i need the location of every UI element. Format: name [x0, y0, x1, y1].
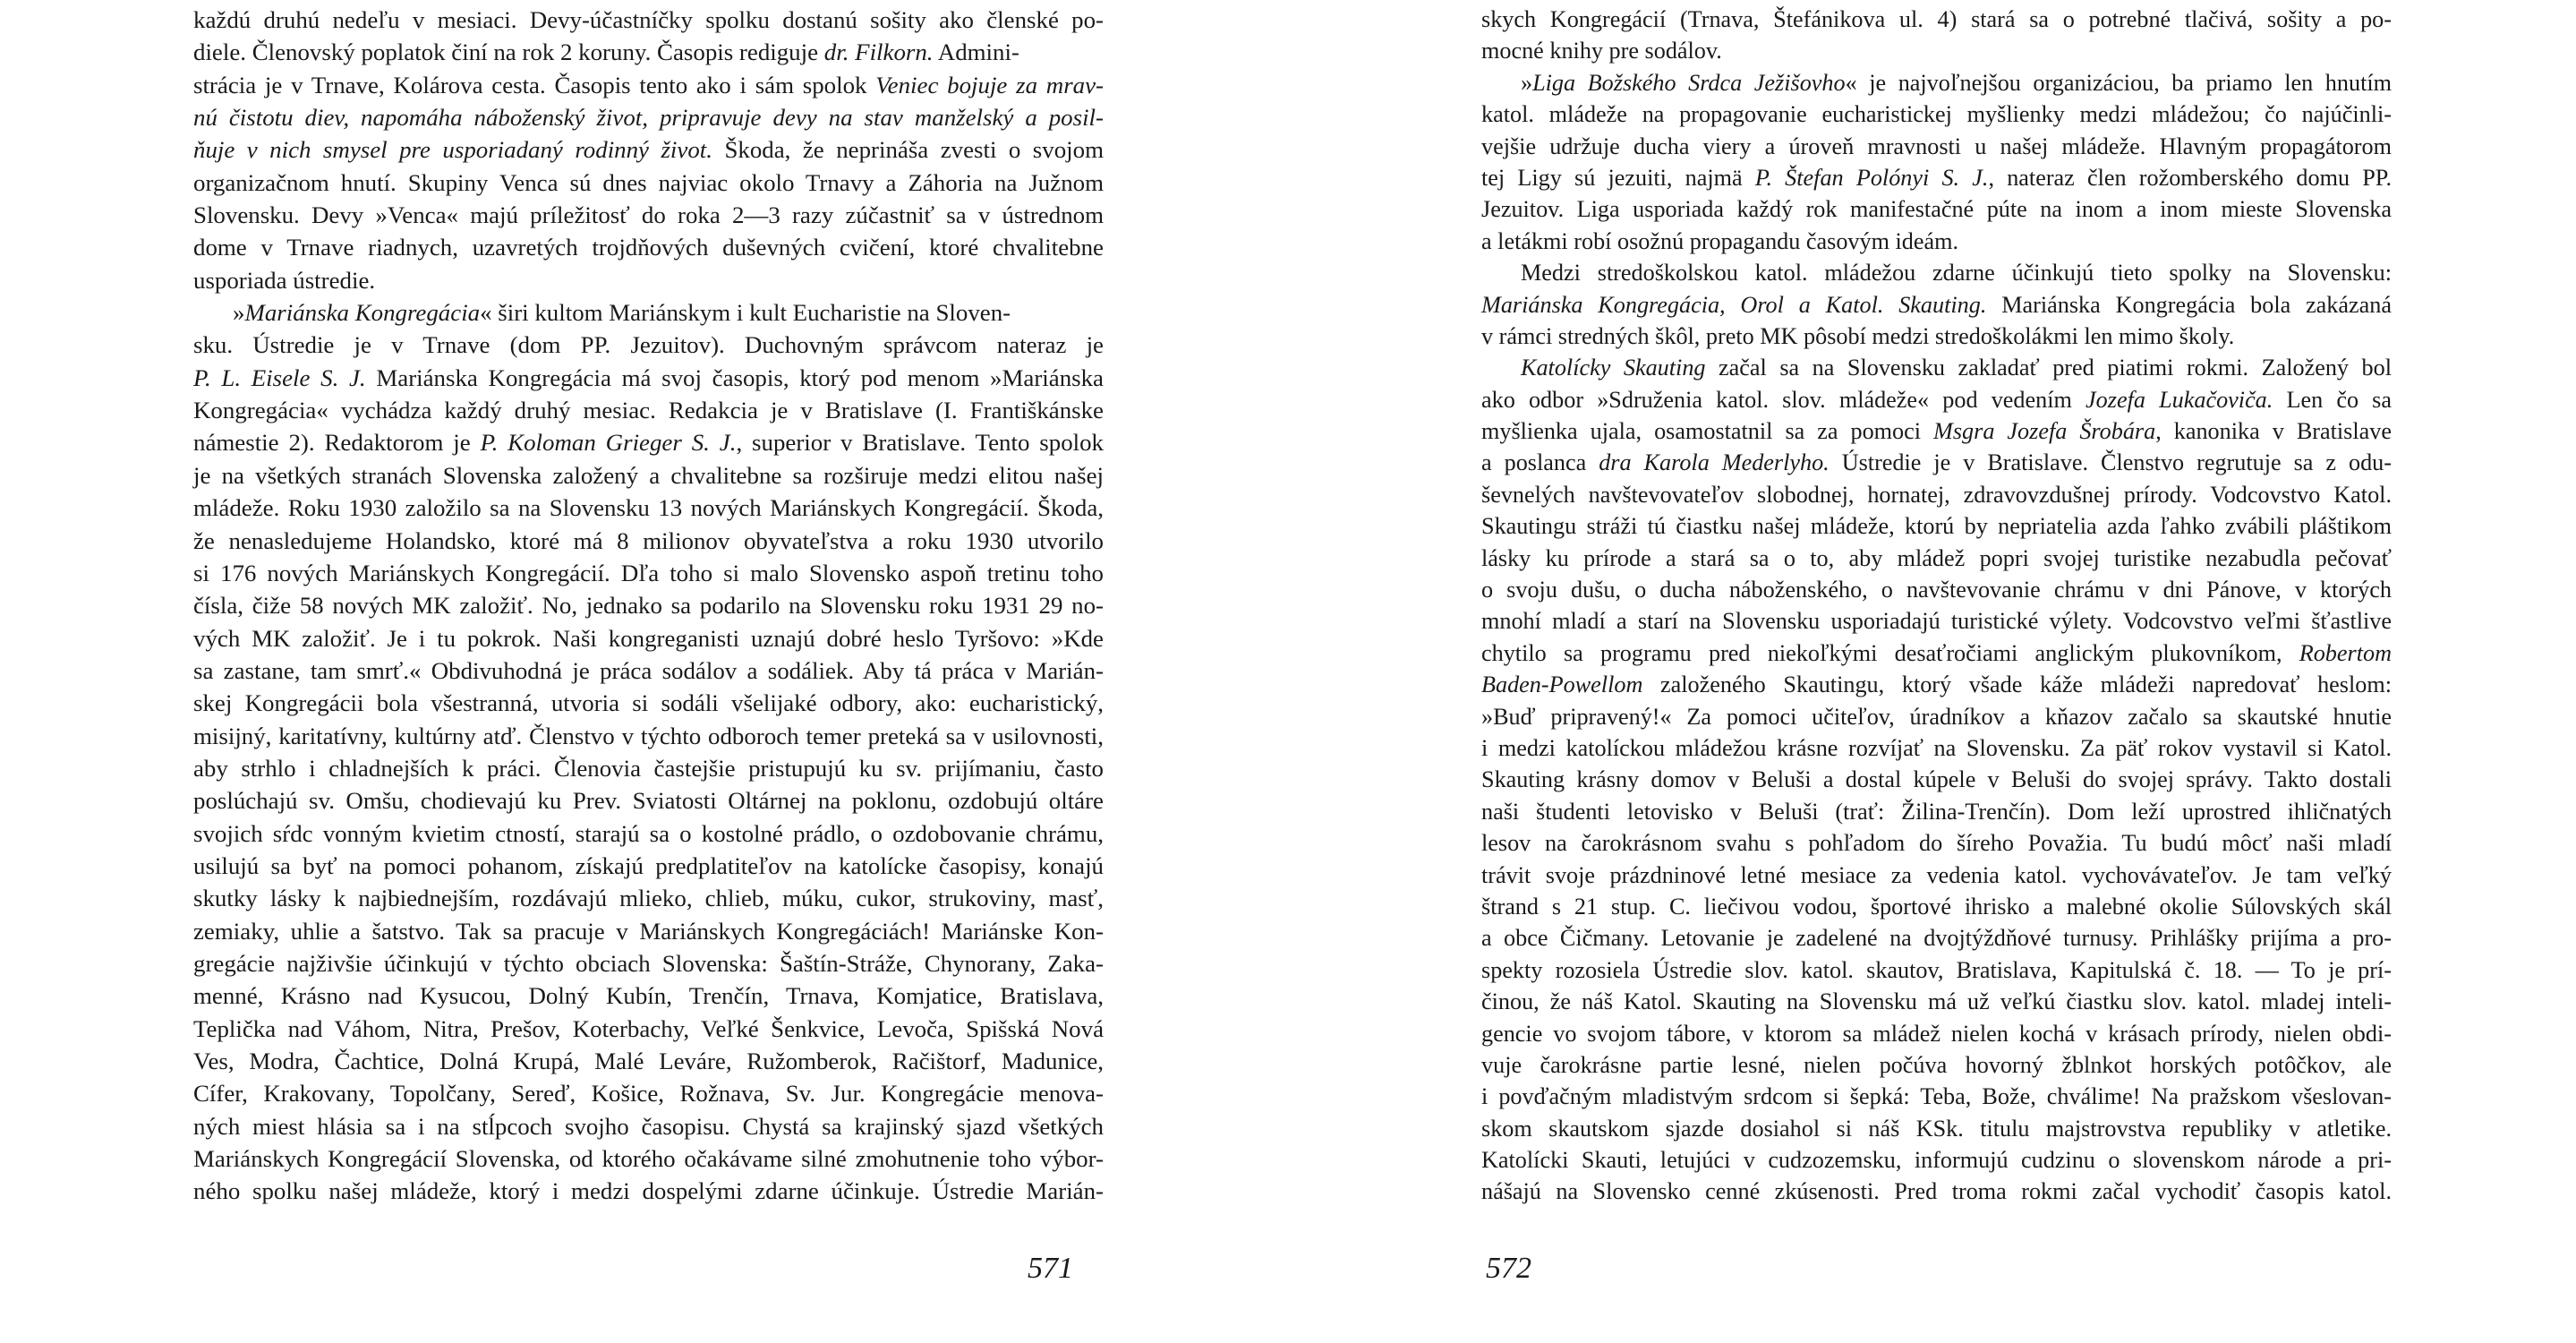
- left-page-text: [193, 4, 1104, 1208]
- text-line: [1481, 1049, 2392, 1081]
- text-line: [1481, 289, 2392, 321]
- body-text: čísla, čiže 58 nových MK založiť. No, jednako sa podarilo na Slovensku roku 1931 29 no-: [193, 592, 1104, 620]
- body-text: dome v Trnave riadnych, uzavretých trojdňových duševných cvičení, ktoré chvalitebne: [193, 234, 1104, 261]
- text-line: [1481, 257, 2392, 288]
- body-text: Admini-: [933, 38, 1019, 66]
- italic-text: Liga Božského Srdca Ježišovho: [1532, 69, 1846, 96]
- text-line: [193, 329, 1104, 361]
- body-text: i povďačným mladistvým srdcom si šepká: Teba, Bože, chválime! Na pražskom všeslovan-: [1481, 1083, 2392, 1110]
- text-line: [1481, 1144, 2392, 1176]
- text-line: [193, 4, 1104, 36]
- body-text: Medzi stredoškolskou katol. mládežou zdarne účinkujú tieto spolky na Slovensku:: [1521, 260, 2392, 287]
- text-line: [1481, 352, 2392, 383]
- body-text: skych Kongregácií (Trnava, Štefánikova ul. 4) stará sa o potrebné tlačivá, sošity a po-: [1481, 6, 2392, 32]
- text-line: [193, 1175, 1104, 1207]
- text-line: [193, 296, 1104, 329]
- body-text: trávit svoje prázdninové letné mesiace za vedenia katol. vychovávateľov. Je tam veľký: [1481, 861, 2392, 888]
- body-text: nášajú na Slovensko cenné zkúsenosti. Pred troma rokmi začal vychodiť časopis katol.: [1481, 1178, 2392, 1205]
- italic-text: P. L. Eisele S. J.: [193, 364, 366, 391]
- body-text: štrand s 21 stup. C. liečivou vodou, športové ihrisko a malebné okolie Súlovských skál: [1481, 893, 2392, 920]
- body-text: »Buď pripravený!« Za pomoci učiteľov, úradníkov a kňazov začalo sa skautské hnutie: [1481, 703, 2392, 730]
- text-line: [193, 850, 1104, 882]
- text-line: [1481, 226, 2392, 257]
- text-line: [193, 133, 1104, 166]
- text-line: [1481, 605, 2392, 637]
- text-line: [193, 654, 1104, 687]
- body-text: i medzi katolíckou mládežou krásne rozvíjať na Slovensku. Za päť rokov vystavil si Katol.: [1481, 734, 2392, 761]
- text-line: [193, 231, 1104, 263]
- text-line: [1481, 637, 2392, 669]
- body-text: činou, že náš Katol. Skauting na Slovensku má už veľkú čiastku slov. katol. mladej inteli-: [1481, 988, 2392, 1015]
- body-text: Teplička nad Váhom, Nitra, Prešov, Koterbachy, Veľké Šenkvice, Levoča, Spišská Nová: [193, 1014, 1104, 1042]
- body-text: organizačnom hnutí. Skupiny Venca sú dnes najviac okolo Trnavy a Záhoria na Južnom: [193, 168, 1104, 196]
- italic-text: Baden-Powellom: [1481, 672, 1643, 698]
- text-line: [193, 69, 1104, 101]
- text-line: [193, 1142, 1104, 1175]
- italic-text: dr. Filkorn.: [823, 38, 934, 66]
- italic-text: P. Štefan Polónyi S. J.: [1754, 164, 1989, 191]
- italic-text: Robertom: [2299, 639, 2392, 666]
- body-text: « širi kultom Mariánskym i kult Eucharistie na Sloven-: [480, 299, 1011, 327]
- body-text: založeného Skautingu, ktorý všade káže mládeži napredovať heslom:: [1642, 672, 2392, 698]
- body-text: , nateraz člen rožomberského domu PP.: [1988, 164, 2392, 191]
- text-line: [1481, 162, 2392, 193]
- text-line: [1481, 321, 2392, 352]
- text-line: [193, 752, 1104, 784]
- body-text: lesov na čarokrásnom svahu s pohľadom do šíreho Považia. Tu budú môcť naši mladí: [1481, 830, 2392, 857]
- right-page-text: [1481, 4, 2392, 1208]
- body-text: Skautingu stráži tú čiastku našej mládeže, ktorú by nepriatelia azda ľahko zvábili pláštikom: [1481, 513, 2392, 540]
- text-line: [1481, 1176, 2392, 1207]
- text-line: [1481, 98, 2392, 130]
- italic-text: Jozefa Lukačoviča.: [2086, 386, 2273, 413]
- italic-text: nú čistotu diev, napomáha náboženský život, pripravuje devy na stav manželský a posil-: [193, 104, 1104, 132]
- italic-text: Veniec bojuje za mrav-: [875, 71, 1104, 98]
- text-line: [193, 1045, 1104, 1077]
- text-line: [193, 426, 1104, 458]
- body-text: spekty rozosiela Ústredie slov. katol. skautov, Bratislava, Kapitulská č. 18. — To je prí-: [1481, 956, 2392, 983]
- body-text: o svoju dušu, o ducha náboženského, o navštevovanie chrámu v dni Pánove, v ktorých: [1481, 577, 2392, 603]
- text-line: [193, 362, 1104, 394]
- page-number-left: 571: [1028, 1252, 1073, 1285]
- body-text: vejšie udržuje ducha viery a úroveň mravnosti u našej mládeže. Hlavným propagátorom: [1481, 133, 2392, 159]
- body-text: Jezuitov. Liga usporiada každý rok manifestačné púte na inom a inom mieste Slovenska: [1481, 196, 2392, 223]
- body-text: vých MK založiť. Je i tu pokrok. Naši kongreganisti uznajú dobré heslo Tyršovo: »Kde: [193, 624, 1104, 652]
- body-text: diele. Členovský poplatok činí na rok 2 koruny. Časopis rediguje: [193, 38, 824, 66]
- body-text: »: [233, 299, 245, 327]
- text-line: [193, 525, 1104, 557]
- body-text: naši študenti letovisko v Beluši (trať: Žilina-Trenčín). Dom leží uprostred ihličnatých: [1481, 798, 2392, 825]
- body-text: gregácie najživšie účinkujú v týchto obciach Slovenska: Šaštín-Stráže, Chynorany, Zaka-: [193, 949, 1104, 977]
- text-line: [193, 492, 1104, 524]
- text-line: [1481, 510, 2392, 542]
- text-line: [193, 394, 1104, 426]
- text-line: [193, 979, 1104, 1012]
- body-text: Len čo sa: [2273, 386, 2392, 413]
- text-line: [1481, 922, 2392, 954]
- body-text: ševnelých navštevovateľov slobodnej, hornatej, zdravovzdušnej prírody. Vodcovstvo Katol.: [1481, 481, 2392, 508]
- text-line: [193, 720, 1104, 752]
- body-text: a letákmi robí osožnú propagandu časovým ideám.: [1481, 227, 1959, 254]
- text-line: [1481, 67, 2392, 98]
- body-text: námestie 2). Redaktorom je: [193, 429, 481, 457]
- body-text: , kanonika v Bratislave: [2155, 418, 2392, 445]
- body-text: poslúchajú sv. Omšu, chodievajú ku Prev. Sviatosti Oltárnej na poklonu, ozdobujú oltáre: [193, 787, 1104, 815]
- text-line: [193, 199, 1104, 231]
- text-line: [1481, 860, 2392, 891]
- body-text: skej Kongregácii bola všestranná, utvoria si sodáli všelijaké odbory, ako: eucharistický,: [193, 689, 1104, 717]
- body-text: mnohí mladí a starí na Slovensku usporiadajú turistické výlety. Vodcovstvo veľmi šťastlive: [1481, 608, 2392, 635]
- text-line: [193, 1110, 1104, 1142]
- text-line: [193, 882, 1104, 914]
- text-line: [1481, 131, 2392, 162]
- body-text: Mariánskych Kongregácií Slovenska, od ktorého očakávame silné zmohutnenie toho výbor-: [193, 1145, 1104, 1173]
- text-line: [193, 101, 1104, 133]
- body-text: skutky lásky k najbiednejším, rozdávajú mlieko, chlieb, múku, cukor, strukoviny, masť,: [193, 885, 1104, 912]
- italic-text: Katolícky Skauting: [1521, 355, 1706, 381]
- body-text: , superior v Bratislave. Tento spolok: [736, 429, 1104, 457]
- body-text: aby strhlo i chladnejších k práci. Členovia častejšie pristupujú ku sv. prijímaniu, často: [193, 754, 1104, 782]
- text-line: [1481, 701, 2392, 732]
- text-line: [193, 1077, 1104, 1109]
- body-text: Škoda, že neprináša zvesti o svojom: [712, 136, 1104, 164]
- body-text: Ústredie je v Bratislave. Členstvo regrutuje sa z odu-: [1829, 449, 2392, 476]
- body-text: ných miest hlásia sa i na stĺpcoch svojho časopisu. Chystá sa krajinský sjazd všetkých: [193, 1112, 1104, 1140]
- body-text: zemiaky, uhlie a šatstvo. Tak sa pracuje v Mariánskych Kongregáciách! Mariánske Kon-: [193, 917, 1104, 945]
- body-text: Mariánska Kongregácia bola zakázaná: [1986, 291, 2392, 318]
- italic-text: ňuje v nich smysel pre usporiadaný rodinný život.: [193, 136, 712, 164]
- text-line: [1481, 764, 2392, 795]
- body-text: Skauting krásny domov v Beluši a dostal kúpele v Beluši do svojej správy. Takto dostali: [1481, 766, 2392, 793]
- text-line: [1481, 447, 2392, 478]
- body-text: Kongregácia« vychádza každý druhý mesiac. Redakcia je v Bratislave (I. Františkánske: [193, 397, 1104, 424]
- italic-text: Msgra Jozefa Šrobára: [1933, 418, 2156, 445]
- body-text: si 176 nových Mariánskych Kongregácií. Dľa toho si malo Slovensko aspoň tretinu toho: [193, 559, 1104, 586]
- body-text: že nenasledujeme Holandsko, ktoré má 8 milionov obyvateľstva a roku 1930 utvorilo: [193, 526, 1104, 554]
- body-text: a obce Čičmany. Letovanie je zadelené na dvojtýždňové turnusy. Prihlášky prijíma a pro-: [1481, 925, 2392, 952]
- text-line: [1481, 574, 2392, 605]
- body-text: sku. Ústredie je v Trnave (dom PP. Jezuitov). Duchovným správcom nateraz je: [193, 331, 1104, 359]
- body-text: Ves, Modra, Čachtice, Dolná Krupá, Malé Leváre, Ružomberok, Račištorf, Madunice,: [193, 1048, 1104, 1074]
- text-line: [193, 459, 1104, 492]
- body-text: menné, Krásno nad Kysucou, Dolný Kubín, Trenčín, Trnava, Komjatice, Bratislava,: [193, 982, 1104, 1010]
- text-line: [1481, 827, 2392, 859]
- text-line: [193, 167, 1104, 199]
- italic-text: dra Karola Mederlyho.: [1599, 449, 1830, 476]
- body-text: »: [1521, 69, 1533, 96]
- text-line: [1481, 669, 2392, 700]
- body-text: Cífer, Krakovany, Topolčany, Sereď, Košice, Rožnava, Sv. Jur. Kongregácie menova-: [193, 1080, 1104, 1108]
- page-number-right: 572: [1486, 1252, 1531, 1285]
- text-line: [1481, 193, 2392, 225]
- body-text: ako odbor »Sdruženia katol. slov. mládeže« pod vedením: [1481, 386, 2086, 413]
- body-text: každú druhú nedeľu v mesiaci. Devy-účastníčky spolku dostanú sošity ako členské po-: [193, 6, 1104, 33]
- text-line: [1481, 1113, 2392, 1144]
- body-text: lásky ku prírode a stará sa o to, aby mládež popri svojej turistike nezabudla pečovať: [1481, 544, 2392, 571]
- text-line: [193, 784, 1104, 817]
- text-line: [193, 622, 1104, 654]
- text-line: [193, 947, 1104, 979]
- body-text: Slovensku. Devy »Venca« majú príležitosť do roka 2—3 razy zúčastniť sa v ústrednom: [193, 201, 1104, 229]
- body-text: ného spolku našej mládeže, ktorý i medzi dospelými zdarne účinkuje. Ústredie Marián-: [193, 1177, 1104, 1205]
- text-line: [1481, 891, 2392, 922]
- body-text: tej Ligy sú jezuiti, najmä: [1481, 164, 1755, 191]
- text-line: [1481, 384, 2392, 415]
- text-line: [1481, 1018, 2392, 1049]
- text-line: [1481, 35, 2392, 66]
- text-line: [193, 817, 1104, 850]
- text-line: [1481, 543, 2392, 574]
- text-line: [1481, 954, 2392, 986]
- text-line: [1481, 1081, 2392, 1112]
- body-text: mocné knihy pre sodálov.: [1481, 38, 1722, 64]
- text-line: [1481, 796, 2392, 827]
- body-text: usilujú sa byť na pomoci pohanom, získajú predplatiteľov na katolícke časopisy, konajú: [193, 851, 1104, 879]
- body-text: v rámci stredných škôl, preto MK pôsobí medzi stredoškolákmi len mimo školy.: [1481, 322, 2235, 349]
- body-text: Mariánska Kongregácia má svoj časopis, ktorý pod menom »Mariánska: [365, 364, 1104, 391]
- body-text: myšlienka ujala, osamostatnil sa za pomoci: [1481, 418, 1934, 445]
- body-text: a poslanca: [1481, 449, 1599, 476]
- body-text: « je najvoľnejšou organizáciou, ba priamo len hnutím: [1845, 69, 2393, 96]
- text-line: [193, 687, 1104, 719]
- body-text: je na všetkých stranách Slovenska založený a chvalitebne sa rozširuje medzi elitou našej: [193, 461, 1104, 489]
- text-line: [193, 36, 1104, 68]
- text-line: [193, 557, 1104, 589]
- body-text: katol. mládeže na propagovanie eucharistickej myšlienky medzi mládežou; čo najúčinli-: [1481, 101, 2392, 128]
- body-text: misijný, karitatívny, kultúrny atď. Členstvo v týchto odboroch temer preteká sa v usilovnosti,: [193, 722, 1104, 749]
- body-text: vuje čarokrásne partie lesné, nielen počúva hovorný žblnkot horských potôčkov, ale: [1481, 1051, 2392, 1078]
- text-line: [1481, 4, 2392, 35]
- body-text: začal sa na Slovensku zakladať pred piatimi rokmi. Založený bol: [1705, 355, 2392, 381]
- body-text: sa zastane, tam smrť.« Obdivuhodná je práca sodálov a sodáliek. Aby tá práca v Marián-: [193, 656, 1104, 684]
- body-text: gencie vo svojom tábore, v ktorom sa mládež nielen kochá v krásach prírody, nielen obdi-: [1481, 1020, 2392, 1047]
- body-text: chytilo sa programu pred niekoľkými desaťročiami anglickým plukovníkom,: [1481, 639, 2299, 666]
- text-line: [1481, 986, 2392, 1017]
- text-line: [193, 589, 1104, 621]
- text-line: [193, 1013, 1104, 1045]
- italic-text: Mariánska Kongregácia, Orol a Katol. Skauting.: [1481, 291, 1987, 318]
- text-line: [193, 915, 1104, 947]
- text-line: [1481, 415, 2392, 447]
- italic-text: Mariánska Kongregácia: [244, 299, 481, 327]
- body-text: Katolícki Skauti, letujúci v cudzozemsku, informujú cudzinu o slovenskom národe a pri-: [1481, 1147, 2392, 1174]
- text-line: [193, 264, 1104, 296]
- body-text: usporiada ústredie.: [193, 266, 376, 294]
- body-text: mládeže. Roku 1930 založilo sa na Slovensku 13 nových Mariánskych Kongregácií. Škoda,: [193, 494, 1104, 522]
- italic-text: P. Koloman Grieger S. J.: [480, 429, 737, 457]
- text-line: [1481, 479, 2392, 510]
- body-text: svojich sŕdc vonným kvietim ctností, starajú sa o kostolné prádlo, o ozdobovanie chrámu,: [193, 819, 1104, 847]
- text-line: [1481, 732, 2392, 764]
- body-text: strácia je v Trnave, Kolárova cesta. Časopis tento ako i sám spolok: [193, 71, 876, 98]
- body-text: skom skautskom sjazde dosiahol si náš KSk. titulu majstrovstva republiky v atletike.: [1481, 1115, 2392, 1142]
